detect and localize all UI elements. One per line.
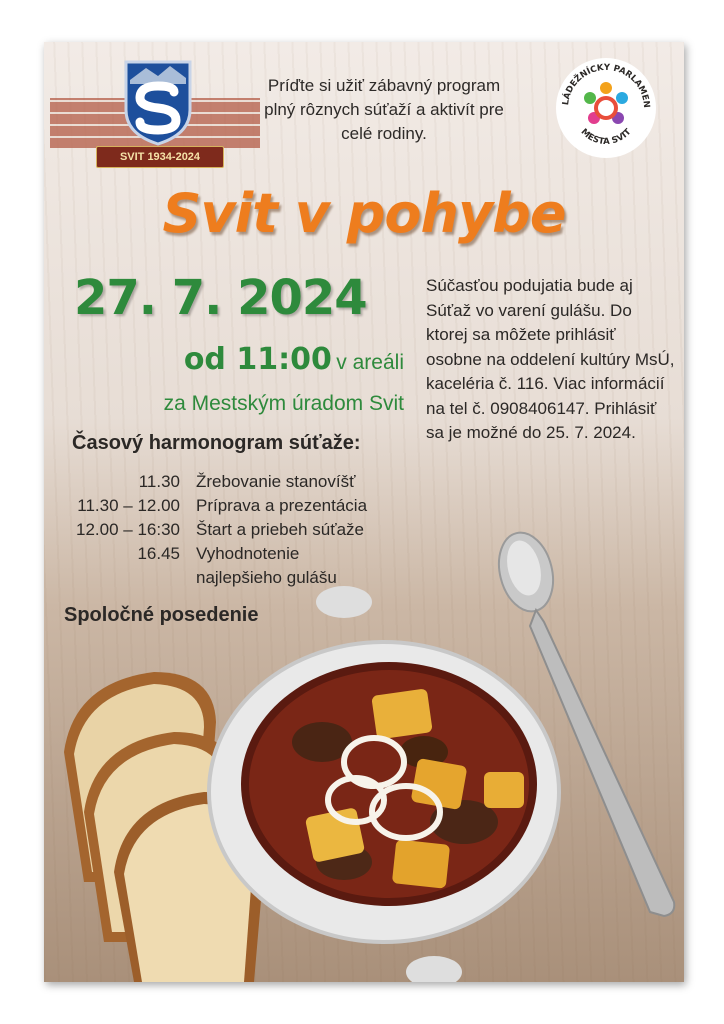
event-time: [54, 342, 404, 377]
schedule-activity: najlepšieho gulášu: [196, 568, 337, 587]
schedule-activity: Žrebovanie stanovíšť: [196, 472, 356, 491]
goulash-pot-icon: [209, 586, 559, 982]
svit-shield-icon: [122, 58, 194, 146]
schedule-time: 16.45: [137, 544, 180, 563]
schedule-activity: Vyhodnotenie: [196, 544, 300, 563]
intro-text: Príďte si užiť zábavný program plný rôznych súťaží a aktivít pre celé rodiny.: [264, 76, 504, 143]
youth-parliament-logo: [554, 56, 658, 160]
closing-text: Spoločné posedenie: [64, 604, 259, 626]
schedule-row: [54, 494, 404, 518]
parliament-top-text: LÁDEŽNÍCKY PARLAMEN: [561, 62, 652, 109]
schedule-title: Časový harmonogram súťaže:: [72, 432, 361, 454]
schedule-time: 12.00 – 16:30: [76, 520, 180, 539]
time-location-prefix: v areáli: [336, 351, 404, 374]
event-venue: za Mestským úradom Svit: [163, 392, 404, 415]
schedule-row: [54, 470, 404, 494]
event-poster: [44, 42, 684, 982]
event-date: 27. 7. 2024: [74, 270, 367, 326]
logo-ribbon: SVIT 1934-2024: [96, 146, 224, 168]
schedule-time: 11.30 – 12.00: [77, 496, 180, 515]
start-time: od 11:00: [183, 342, 332, 377]
schedule-activity: Štart a priebeh súťaže: [196, 520, 364, 539]
schedule-activity: Príprava a prezentácia: [196, 496, 368, 515]
goulash-photo: [44, 522, 684, 982]
schedule-time: 11.30: [138, 472, 180, 491]
parliament-bottom-text: MESTA SVIT: [578, 127, 634, 148]
info-paragraph: Súčasťou podujatia bude aj Súťaž vo varení gulášu. Do ktorej sa môžete prihlásiť osobne na oddelení kultúry MsÚ, kaceléria č. 116. Viac informácií na tel č. 0908406147. Prihlásiť sa je možné do 25. 7. 2024.: [426, 276, 675, 442]
event-title: Svit v pohybe: [162, 182, 566, 245]
